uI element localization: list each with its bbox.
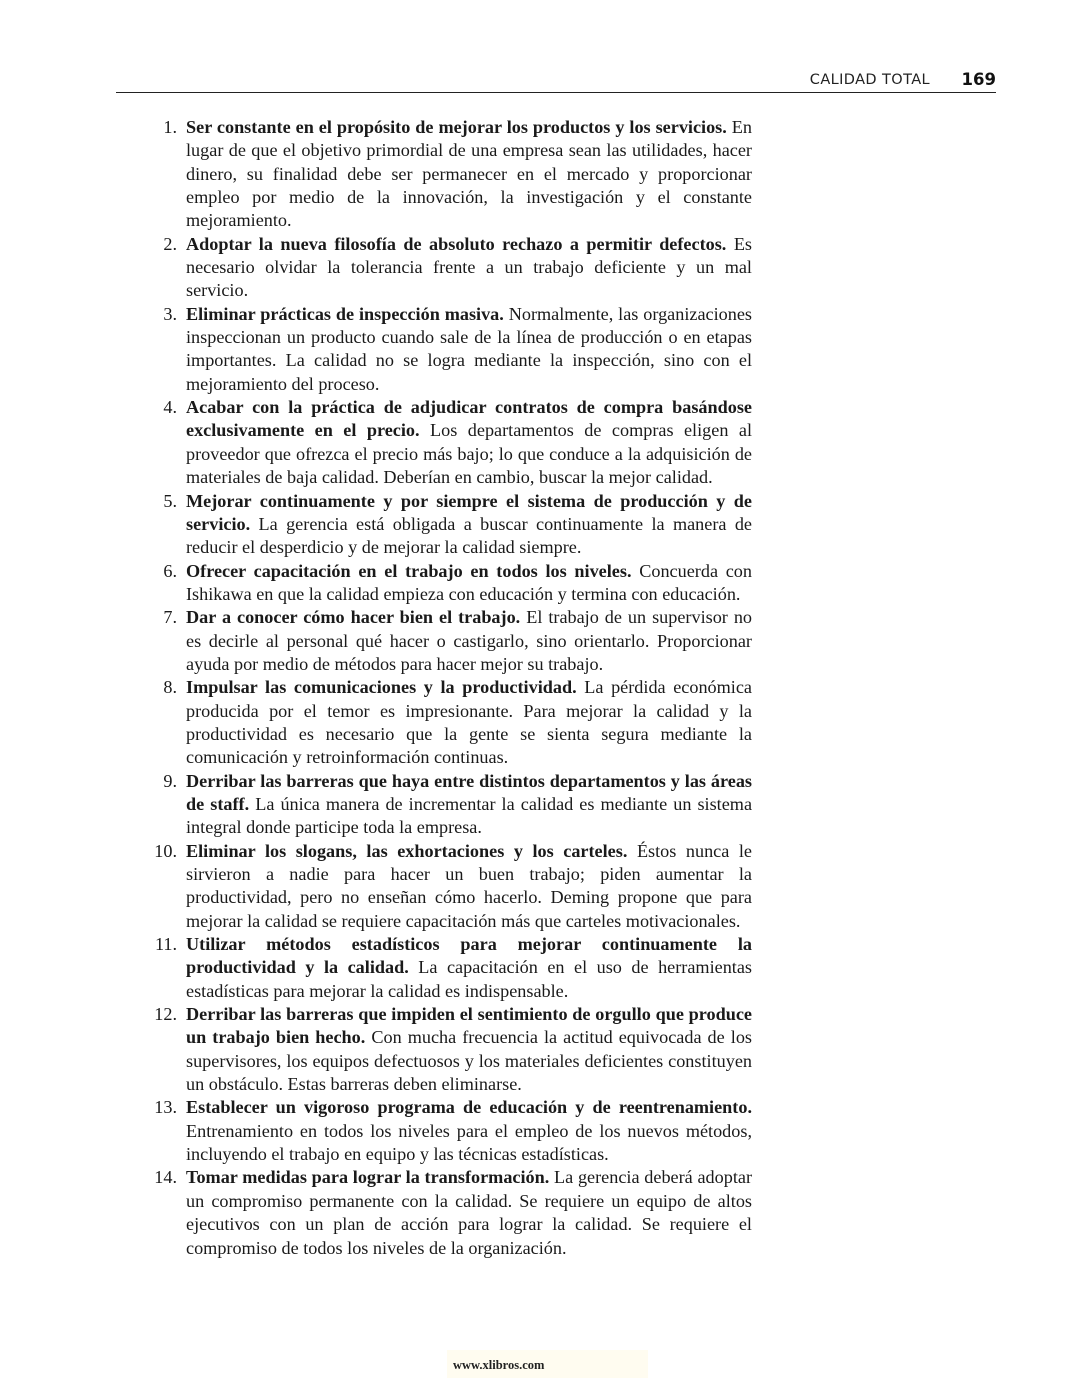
list-item <box>140 560 752 607</box>
running-title: CALIDAD TOTAL <box>809 72 930 88</box>
item-text: Concuerda con Ishikawa en que la calidad empieza con educación y termina con educación. <box>186 560 752 604</box>
item-lead: Dar a conocer cómo hacer bien el trabajo. <box>186 607 521 628</box>
item-lead: Derribar las barreras que impiden el sentimiento de orgullo que produce un trabajo bien hecho. <box>186 1004 752 1048</box>
item-number: 13. <box>154 1097 177 1118</box>
list-item <box>140 676 752 769</box>
list-item <box>140 303 752 396</box>
item-lead: Adoptar la nueva filosofía de absoluto rechazo a permitir defectos. <box>186 233 727 254</box>
principles-list <box>140 116 752 1260</box>
item-text: Normalmente, las organizaciones inspeccionan un producto cuando sale de la línea de producción o en etapas importantes. La calidad no se logra mediante la inspección, sino con el mejoramiento del proceso. <box>186 303 752 394</box>
item-number: 4. <box>163 397 177 418</box>
item-text: La pérdida económica producida por el temor es impresionante. Para mejorar la calidad y la productividad es necesario que la gente se sienta segura mediante la comunicación y retroinformación continuas. <box>186 677 752 768</box>
list-item <box>140 933 752 1003</box>
item-number: 8. <box>163 677 177 698</box>
item-text: La gerencia está obligada a buscar continuamente la manera de reducir el desperdicio y de mejorar la calidad siempre. <box>186 513 753 558</box>
footer-url: www.xlibros.com <box>447 1350 648 1378</box>
list-item <box>140 116 752 233</box>
list-item <box>140 233 752 303</box>
list-item <box>140 1096 752 1166</box>
running-header <box>116 68 996 93</box>
item-lead: Tomar medidas para lograr la transformación. <box>186 1167 550 1188</box>
item-lead: Establecer un vigoroso programa de educación y de reentrenamiento. <box>186 1097 752 1118</box>
item-number: 2. <box>163 233 177 254</box>
page-number: 169 <box>961 70 996 89</box>
item-lead: Ofrecer capacitación en el trabajo en todos los niveles. <box>186 560 632 581</box>
item-text: Con mucha frecuencia la actitud equivocada de los supervisores, los equipos defectuosos y los materiales deficientes constituyen un obstáculo. Estas barreras deben eliminarse. <box>186 1027 752 1095</box>
item-lead: Utilizar métodos estadísticos para mejorar continuamente la productividad y la calidad. <box>186 934 752 978</box>
item-lead: Mejorar continuamente y por siempre el sistema de producción y de servicio. <box>186 490 752 534</box>
item-number: 9. <box>163 770 177 791</box>
list-item <box>140 396 752 489</box>
item-text: Es necesario olvidar la tolerancia frente a un trabajo deficiente y un mal servicio. <box>186 233 752 301</box>
item-text: En lugar de que el objetivo primordial de una empresa sean las utilidades, hacer dinero, su finalidad debe ser permanecer en el mercado y proporcionar empleo por medio de la innovación, la investigación y el constante mejoramiento. <box>186 117 752 231</box>
item-number: 6. <box>163 560 177 581</box>
item-number: 12. <box>154 1004 177 1025</box>
list-item <box>140 840 752 933</box>
item-lead: Ser constante en el propósito de mejorar los productos y los servicios. <box>186 117 727 137</box>
list-item <box>140 606 752 676</box>
item-number: 10. <box>154 840 177 861</box>
item-number: 14. <box>154 1167 177 1188</box>
list-item <box>140 1003 752 1096</box>
item-text: El trabajo de un supervisor no es decirle al personal qué hacer o castigarlo, sino orientarlo. Proporcionar ayuda por medio de métodos para hacer mejor su trabajo. <box>186 607 753 674</box>
item-text: Entrenamiento en todos los niveles para el empleo de los nuevos métodos, incluyendo el trabajo en equipo y las técnicas estadísticas. <box>186 1120 752 1165</box>
list-item <box>140 1166 752 1259</box>
item-number: 3. <box>163 303 177 324</box>
item-lead: Eliminar los slogans, las exhortaciones y los carteles. <box>186 840 628 861</box>
item-number: 5. <box>163 490 177 511</box>
list-item <box>140 490 752 560</box>
list-item <box>140 770 752 840</box>
item-lead: Eliminar prácticas de inspección masiva. <box>186 303 504 324</box>
item-lead: Acabar con la práctica de adjudicar contratos de compra basándose exclusivamente en el precio. <box>186 397 752 441</box>
item-text: La única manera de incrementar la calidad es mediante un sistema integral donde participe toda la empresa. <box>186 793 753 838</box>
item-number: 7. <box>163 607 177 628</box>
item-text: La capacitación en el uso de herramientas estadísticas para mejorar la calidad es indispensable. <box>186 957 753 1001</box>
item-number: 1. <box>163 117 177 137</box>
item-lead: Derribar las barreras que haya entre distintos departamentos y las áreas de staff. <box>186 770 752 814</box>
item-lead: Impulsar las comunicaciones y la productividad. <box>186 677 577 698</box>
item-text: Éstos nunca le sirvieron a nadie para hacer un buen trabajo; piden aumentar la productividad, pero no enseñan cómo hacerlo. Deming propone que para mejorar la calidad se requiere capacitación más que carteles motivacionales. <box>186 840 753 931</box>
item-text: La gerencia deberá adoptar un compromiso permanente con la calidad. Se requiere un equipo de altos ejecutivos con un plan de acción para lograr la calidad. Se requiere el compromiso de todos los niveles de la organización. <box>186 1167 753 1258</box>
item-number: 11. <box>154 934 177 955</box>
item-text: Los departamentos de compras eligen al proveedor que ofrezca el precio más bajo; lo que conduce a la adquisición de materiales de baja calidad. Deberían en cambio, buscar la mejor calidad. <box>186 420 753 488</box>
